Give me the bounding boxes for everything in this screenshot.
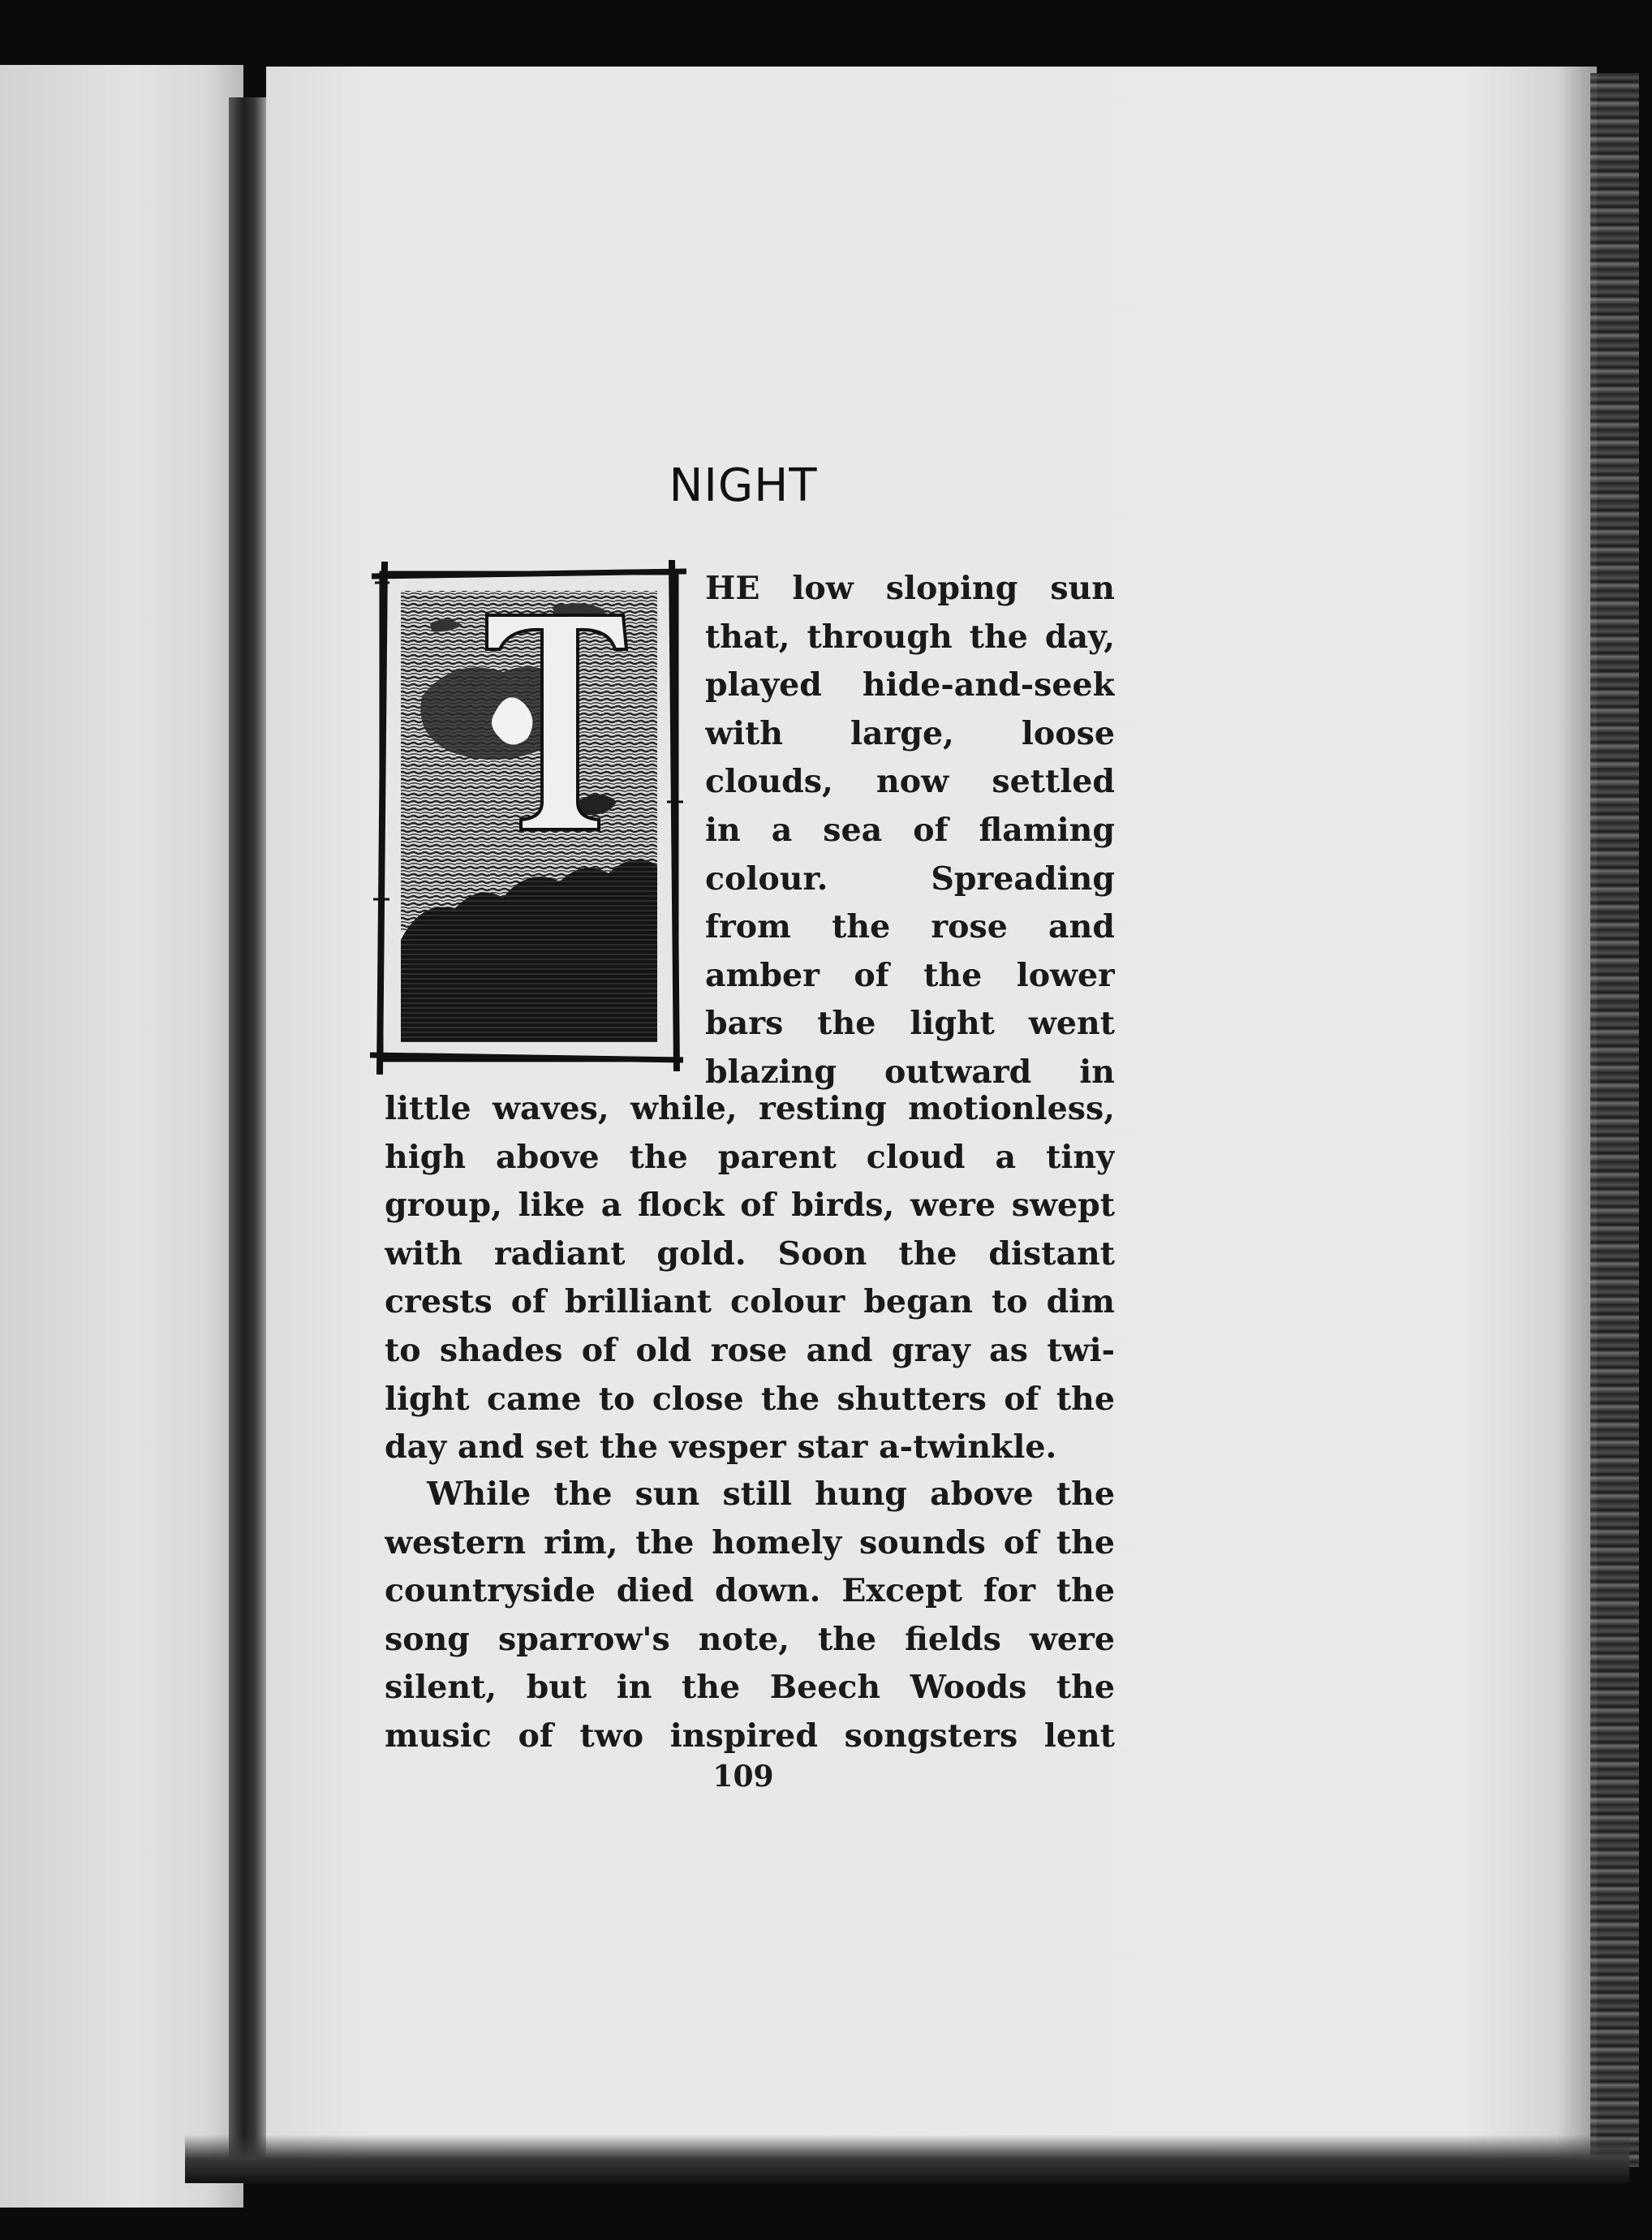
text-line: to shades of old rose and gray as twi- (385, 1331, 1115, 1369)
text-line: amber of the lower (705, 956, 1115, 994)
chapter-title: NIGHT (669, 459, 818, 512)
text-line: While the sun still hung above the (427, 1475, 1115, 1513)
text-line: clouds, now settled (705, 763, 1115, 801)
illuminated-initial-night-sky-icon (365, 558, 693, 1078)
text-line: colour. Spreading (705, 859, 1115, 898)
text-line: crests of brilliant colour began to dim (385, 1283, 1115, 1321)
text-line: blazing outward in (705, 1053, 1115, 1091)
text-line: western rim, the homely sounds of the (385, 1523, 1115, 1562)
page-edge-right (1590, 73, 1639, 2167)
paragraph-1-narrow-lines (705, 565, 1115, 1097)
text-line: from the rose and (705, 908, 1115, 946)
text-line: in a sea of flaming (705, 811, 1115, 849)
text-line: high above the parent cloud a tiny (385, 1138, 1115, 1176)
text-line: little waves, while, resting motionless, (385, 1090, 1115, 1127)
text-line: music of two inspired songsters lent (385, 1717, 1115, 1755)
paragraph-2 (385, 1471, 1115, 1761)
text-line: with large, loose (705, 714, 1115, 752)
book-gutter (229, 97, 266, 2159)
paragraph-1-wide-lines (385, 1085, 1115, 1472)
left-page-edge (0, 65, 243, 2208)
text-line: with radiant gold. Soon the distant (385, 1234, 1115, 1273)
text-line: day and set the vesper star a-twinkle. (385, 1428, 1057, 1467)
text-line: group, like a flock of birds, were swept (385, 1187, 1115, 1225)
text-line: HE low sloping sun (705, 570, 1115, 607)
bottom-shadow (185, 2134, 1629, 2183)
text-line: that, through the day, (705, 618, 1115, 656)
text-line: countryside died down. Except for the (385, 1572, 1115, 1610)
text-line: song sparrow's note, the fields were (385, 1620, 1115, 1658)
text-line: silent, but in the Beech Woods the (385, 1669, 1115, 1707)
page-number: 109 (712, 1760, 774, 1794)
text-line: bars the light went (705, 1005, 1115, 1043)
text-line: played hide-and-seek (705, 666, 1115, 704)
drop-cap-illustration (365, 558, 693, 1078)
text-line: light came to close the shutters of the (385, 1380, 1115, 1418)
